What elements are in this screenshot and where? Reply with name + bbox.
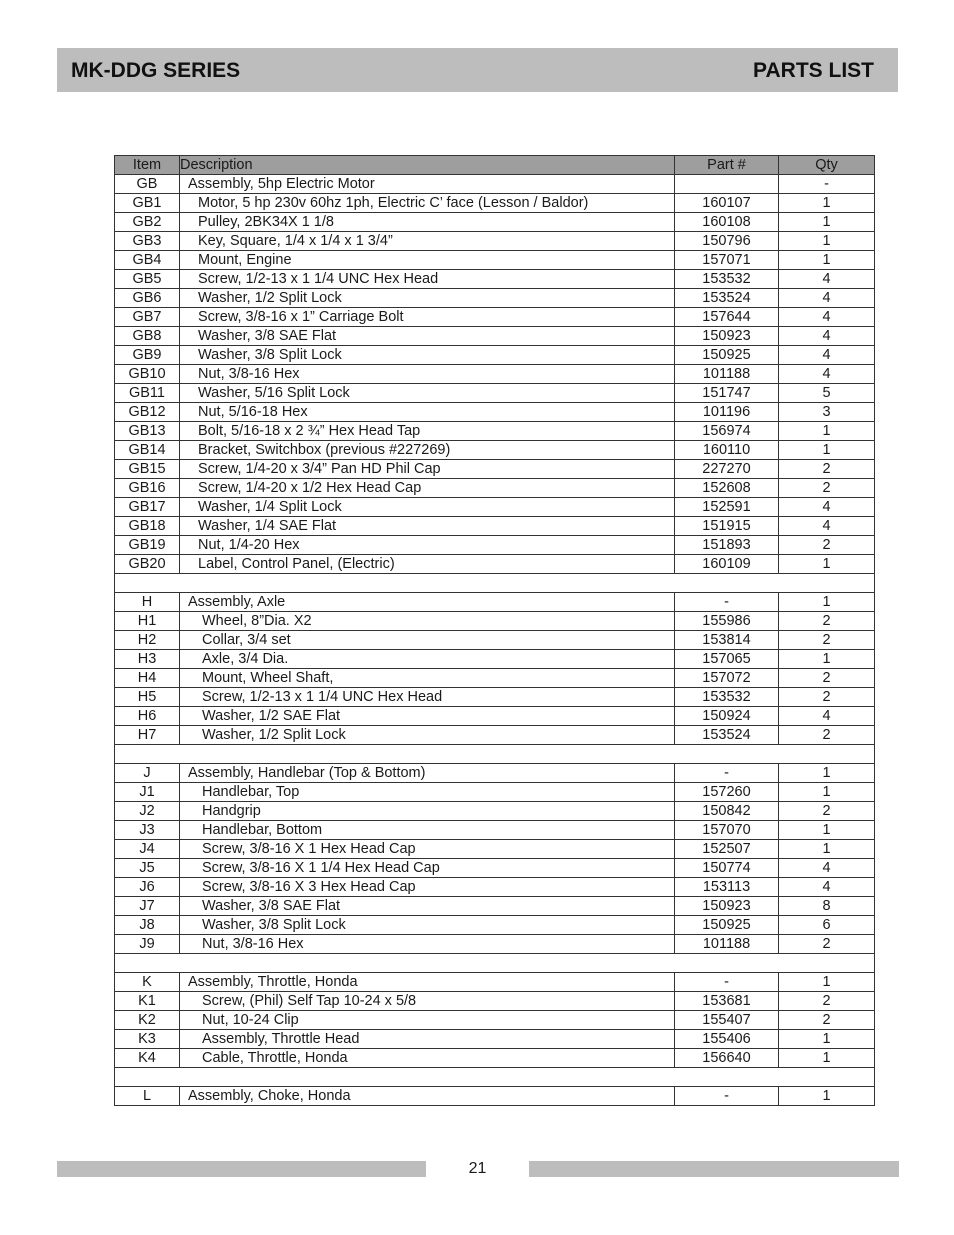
footer-bar-right: [529, 1161, 899, 1177]
part-number-cell: 153113: [675, 878, 779, 897]
part-number-cell: 152507: [675, 840, 779, 859]
part-number-cell: 153532: [675, 270, 779, 289]
part-number-cell: 150774: [675, 859, 779, 878]
table-row: [115, 479, 875, 498]
qty-cell: 4: [779, 859, 875, 878]
item-cell: GB1: [115, 194, 180, 213]
description-cell: Screw, 3/8-16 X 1 Hex Head Cap: [180, 840, 675, 859]
part-number-cell: 153532: [675, 688, 779, 707]
description-cell: Handlebar, Bottom: [180, 821, 675, 840]
spacer-cell: [115, 1068, 875, 1087]
series-title: MK-DDG SERIES: [71, 59, 241, 82]
qty-cell: 1: [779, 251, 875, 270]
qty-cell: 4: [779, 365, 875, 384]
item-cell: J9: [115, 935, 180, 954]
qty-cell: 1: [779, 840, 875, 859]
item-cell: GB6: [115, 289, 180, 308]
item-cell: GB11: [115, 384, 180, 403]
description-cell: Key, Square, 1/4 x 1/4 x 1 3/4”: [180, 232, 675, 251]
description-cell: Motor, 5 hp 230v 60hz 1ph, Electric C’ face (Lesson / Baldor): [180, 194, 675, 213]
item-cell: GB7: [115, 308, 180, 327]
part-number-cell: 152591: [675, 498, 779, 517]
spacer-cell: [115, 954, 875, 973]
description-cell: Screw, 1/4-20 x 3/4” Pan HD Phil Cap: [180, 460, 675, 479]
item-cell: GB: [115, 175, 180, 194]
item-cell: GB5: [115, 270, 180, 289]
part-number-cell: 101196: [675, 403, 779, 422]
table-spacer-row: [115, 745, 875, 764]
table-row: [115, 384, 875, 403]
qty-cell: 4: [779, 308, 875, 327]
table-row: [115, 631, 875, 650]
item-cell: H3: [115, 650, 180, 669]
table-spacer-row: [115, 574, 875, 593]
item-cell: J: [115, 764, 180, 783]
description-cell: Assembly, Throttle Head: [180, 1030, 675, 1049]
description-cell: Pulley, 2BK34X 1 1/8: [180, 213, 675, 232]
table-row: [115, 878, 875, 897]
part-number-cell: 227270: [675, 460, 779, 479]
item-cell: GB20: [115, 555, 180, 574]
table-row: [115, 232, 875, 251]
qty-cell: 1: [779, 783, 875, 802]
description-cell: Washer, 1/2 Split Lock: [180, 726, 675, 745]
part-number-cell: 153524: [675, 289, 779, 308]
spacer-cell: [115, 745, 875, 764]
table-row: [115, 308, 875, 327]
description-cell: Washer, 3/8 SAE Flat: [180, 327, 675, 346]
qty-cell: 3: [779, 403, 875, 422]
part-number-cell: 151893: [675, 536, 779, 555]
table-row: [115, 593, 875, 612]
qty-cell: 1: [779, 1049, 875, 1068]
qty-cell: 2: [779, 935, 875, 954]
item-cell: H2: [115, 631, 180, 650]
table-row: [115, 251, 875, 270]
item-cell: GB16: [115, 479, 180, 498]
description-cell: Assembly, Axle: [180, 593, 675, 612]
description-cell: Washer, 3/8 Split Lock: [180, 346, 675, 365]
table-row: [115, 403, 875, 422]
item-cell: K2: [115, 1011, 180, 1030]
qty-cell: 1: [779, 764, 875, 783]
item-cell: H6: [115, 707, 180, 726]
part-number-cell: 150924: [675, 707, 779, 726]
qty-cell: 6: [779, 916, 875, 935]
description-cell: Cable, Throttle, Honda: [180, 1049, 675, 1068]
column-header-item: Item: [115, 156, 180, 175]
table-row: [115, 707, 875, 726]
qty-cell: 1: [779, 1087, 875, 1106]
table-row: [115, 688, 875, 707]
part-number-cell: -: [675, 973, 779, 992]
table-row: [115, 460, 875, 479]
parts-table: [114, 155, 875, 1106]
qty-cell: 2: [779, 688, 875, 707]
qty-cell: -: [779, 175, 875, 194]
item-cell: J1: [115, 783, 180, 802]
table-row: [115, 764, 875, 783]
part-number-cell: 157072: [675, 669, 779, 688]
description-cell: Label, Control Panel, (Electric): [180, 555, 675, 574]
part-number-cell: 150796: [675, 232, 779, 251]
table-row: [115, 1030, 875, 1049]
item-cell: H5: [115, 688, 180, 707]
item-cell: K4: [115, 1049, 180, 1068]
column-header-part-number: Part #: [675, 156, 779, 175]
table-row: [115, 289, 875, 308]
table-row: [115, 1011, 875, 1030]
page-number: 21: [468, 1160, 487, 1177]
qty-cell: 2: [779, 1011, 875, 1030]
description-cell: Assembly, Throttle, Honda: [180, 973, 675, 992]
part-number-cell: 101188: [675, 935, 779, 954]
table-row: [115, 327, 875, 346]
part-number-cell: 150842: [675, 802, 779, 821]
table-row: [115, 1049, 875, 1068]
qty-cell: 4: [779, 878, 875, 897]
part-number-cell: 151915: [675, 517, 779, 536]
table-spacer-row: [115, 954, 875, 973]
item-cell: H4: [115, 669, 180, 688]
description-cell: Screw, 3/8-16 X 1 1/4 Hex Head Cap: [180, 859, 675, 878]
part-number-cell: 153814: [675, 631, 779, 650]
item-cell: J8: [115, 916, 180, 935]
qty-cell: 1: [779, 650, 875, 669]
table-row: [115, 422, 875, 441]
footer-bar-left: [57, 1161, 426, 1177]
description-cell: Handlebar, Top: [180, 783, 675, 802]
description-cell: Screw, 3/8-16 x 1” Carriage Bolt: [180, 308, 675, 327]
description-cell: Nut, 1/4-20 Hex: [180, 536, 675, 555]
description-cell: Nut, 10-24 Clip: [180, 1011, 675, 1030]
item-cell: K3: [115, 1030, 180, 1049]
part-number-cell: 157644: [675, 308, 779, 327]
qty-cell: 2: [779, 669, 875, 688]
part-number-cell: 155986: [675, 612, 779, 631]
item-cell: GB14: [115, 441, 180, 460]
part-number-cell: [675, 175, 779, 194]
table-row: [115, 650, 875, 669]
qty-cell: 2: [779, 460, 875, 479]
table-row: [115, 213, 875, 232]
item-cell: J2: [115, 802, 180, 821]
qty-cell: 4: [779, 517, 875, 536]
table-row: [115, 498, 875, 517]
qty-cell: 2: [779, 612, 875, 631]
part-number-cell: 156974: [675, 422, 779, 441]
part-number-cell: 150923: [675, 897, 779, 916]
part-number-cell: 155407: [675, 1011, 779, 1030]
table-row: [115, 859, 875, 878]
part-number-cell: 153524: [675, 726, 779, 745]
description-cell: Washer, 5/16 Split Lock: [180, 384, 675, 403]
description-cell: Collar, 3/4 set: [180, 631, 675, 650]
table-row: [115, 897, 875, 916]
qty-cell: 2: [779, 479, 875, 498]
part-number-cell: -: [675, 593, 779, 612]
part-number-cell: 157260: [675, 783, 779, 802]
part-number-cell: 156640: [675, 1049, 779, 1068]
qty-cell: 4: [779, 498, 875, 517]
item-cell: GB15: [115, 460, 180, 479]
description-cell: Nut, 3/8-16 Hex: [180, 365, 675, 384]
part-number-cell: 160108: [675, 213, 779, 232]
table-row: [115, 840, 875, 859]
qty-cell: 1: [779, 1030, 875, 1049]
table-row: [115, 612, 875, 631]
item-cell: GB13: [115, 422, 180, 441]
item-cell: GB3: [115, 232, 180, 251]
item-cell: GB4: [115, 251, 180, 270]
description-cell: Nut, 5/16-18 Hex: [180, 403, 675, 422]
qty-cell: 1: [779, 232, 875, 251]
part-number-cell: 150923: [675, 327, 779, 346]
part-number-cell: 101188: [675, 365, 779, 384]
item-cell: K1: [115, 992, 180, 1011]
table-row: [115, 783, 875, 802]
table-row: [115, 916, 875, 935]
table-row: [115, 973, 875, 992]
qty-cell: 2: [779, 536, 875, 555]
description-cell: Screw, 1/4-20 x 1/2 Hex Head Cap: [180, 479, 675, 498]
qty-cell: 1: [779, 555, 875, 574]
qty-cell: 1: [779, 213, 875, 232]
table-spacer-row: [115, 1068, 875, 1087]
description-cell: Mount, Wheel Shaft,: [180, 669, 675, 688]
table-row: [115, 802, 875, 821]
item-cell: J4: [115, 840, 180, 859]
table-row: [115, 536, 875, 555]
column-header-qty: Qty: [779, 156, 875, 175]
part-number-cell: 152608: [675, 479, 779, 498]
table-row: [115, 1087, 875, 1106]
table-row: [115, 992, 875, 1011]
parts-table-body: [115, 175, 875, 1106]
description-cell: Screw, 1/2-13 x 1 1/4 UNC Hex Head: [180, 270, 675, 289]
part-number-cell: 160109: [675, 555, 779, 574]
part-number-cell: 153681: [675, 992, 779, 1011]
qty-cell: 4: [779, 707, 875, 726]
description-cell: Washer, 1/4 Split Lock: [180, 498, 675, 517]
part-number-cell: 160110: [675, 441, 779, 460]
qty-cell: 2: [779, 802, 875, 821]
table-row: [115, 270, 875, 289]
qty-cell: 1: [779, 194, 875, 213]
part-number-cell: 157071: [675, 251, 779, 270]
item-cell: GB10: [115, 365, 180, 384]
part-number-cell: -: [675, 1087, 779, 1106]
table-row: [115, 517, 875, 536]
table-row: [115, 441, 875, 460]
item-cell: GB9: [115, 346, 180, 365]
part-number-cell: 160107: [675, 194, 779, 213]
description-cell: Axle, 3/4 Dia.: [180, 650, 675, 669]
item-cell: GB2: [115, 213, 180, 232]
item-cell: H: [115, 593, 180, 612]
item-cell: L: [115, 1087, 180, 1106]
item-cell: GB17: [115, 498, 180, 517]
column-header-description: Description: [180, 156, 675, 175]
description-cell: Assembly, 5hp Electric Motor: [180, 175, 675, 194]
item-cell: GB18: [115, 517, 180, 536]
qty-cell: 1: [779, 422, 875, 441]
qty-cell: 8: [779, 897, 875, 916]
item-cell: H7: [115, 726, 180, 745]
table-row: [115, 555, 875, 574]
qty-cell: 1: [779, 593, 875, 612]
qty-cell: 4: [779, 270, 875, 289]
table-row: [115, 935, 875, 954]
table-row: [115, 821, 875, 840]
part-number-cell: 150925: [675, 346, 779, 365]
part-number-cell: 157070: [675, 821, 779, 840]
qty-cell: 2: [779, 631, 875, 650]
description-cell: Washer, 3/8 SAE Flat: [180, 897, 675, 916]
item-cell: GB12: [115, 403, 180, 422]
qty-cell: 1: [779, 441, 875, 460]
description-cell: Washer, 1/4 SAE Flat: [180, 517, 675, 536]
table-row: [115, 346, 875, 365]
description-cell: Washer, 1/2 SAE Flat: [180, 707, 675, 726]
description-cell: Bracket, Switchbox (previous #227269): [180, 441, 675, 460]
description-cell: Bolt, 5/16-18 x 2 ¾” Hex Head Tap: [180, 422, 675, 441]
qty-cell: 4: [779, 289, 875, 308]
part-number-cell: 150925: [675, 916, 779, 935]
table-row: [115, 175, 875, 194]
description-cell: Washer, 3/8 Split Lock: [180, 916, 675, 935]
description-cell: Nut, 3/8-16 Hex: [180, 935, 675, 954]
qty-cell: 4: [779, 327, 875, 346]
item-cell: J5: [115, 859, 180, 878]
qty-cell: 2: [779, 992, 875, 1011]
item-cell: K: [115, 973, 180, 992]
part-number-cell: 157065: [675, 650, 779, 669]
description-cell: Assembly, Handlebar (Top & Bottom): [180, 764, 675, 783]
description-cell: Mount, Engine: [180, 251, 675, 270]
qty-cell: 1: [779, 821, 875, 840]
item-cell: GB19: [115, 536, 180, 555]
qty-cell: 5: [779, 384, 875, 403]
qty-cell: 1: [779, 973, 875, 992]
qty-cell: 4: [779, 346, 875, 365]
description-cell: Screw, (Phil) Self Tap 10-24 x 5/8: [180, 992, 675, 1011]
section-title: PARTS LIST: [753, 59, 874, 82]
description-cell: Washer, 1/2 Split Lock: [180, 289, 675, 308]
item-cell: GB8: [115, 327, 180, 346]
item-cell: H1: [115, 612, 180, 631]
table-header-row: [115, 156, 875, 175]
description-cell: Wheel, 8”Dia. X2: [180, 612, 675, 631]
table-row: [115, 194, 875, 213]
part-number-cell: 151747: [675, 384, 779, 403]
table-row: [115, 726, 875, 745]
spacer-cell: [115, 574, 875, 593]
part-number-cell: -: [675, 764, 779, 783]
qty-cell: 2: [779, 726, 875, 745]
item-cell: J7: [115, 897, 180, 916]
item-cell: J6: [115, 878, 180, 897]
description-cell: Screw, 3/8-16 X 3 Hex Head Cap: [180, 878, 675, 897]
item-cell: J3: [115, 821, 180, 840]
header-bar: [57, 48, 898, 92]
description-cell: Screw, 1/2-13 x 1 1/4 UNC Hex Head: [180, 688, 675, 707]
part-number-cell: 155406: [675, 1030, 779, 1049]
description-cell: Handgrip: [180, 802, 675, 821]
table-row: [115, 365, 875, 384]
table-row: [115, 669, 875, 688]
description-cell: Assembly, Choke, Honda: [180, 1087, 675, 1106]
